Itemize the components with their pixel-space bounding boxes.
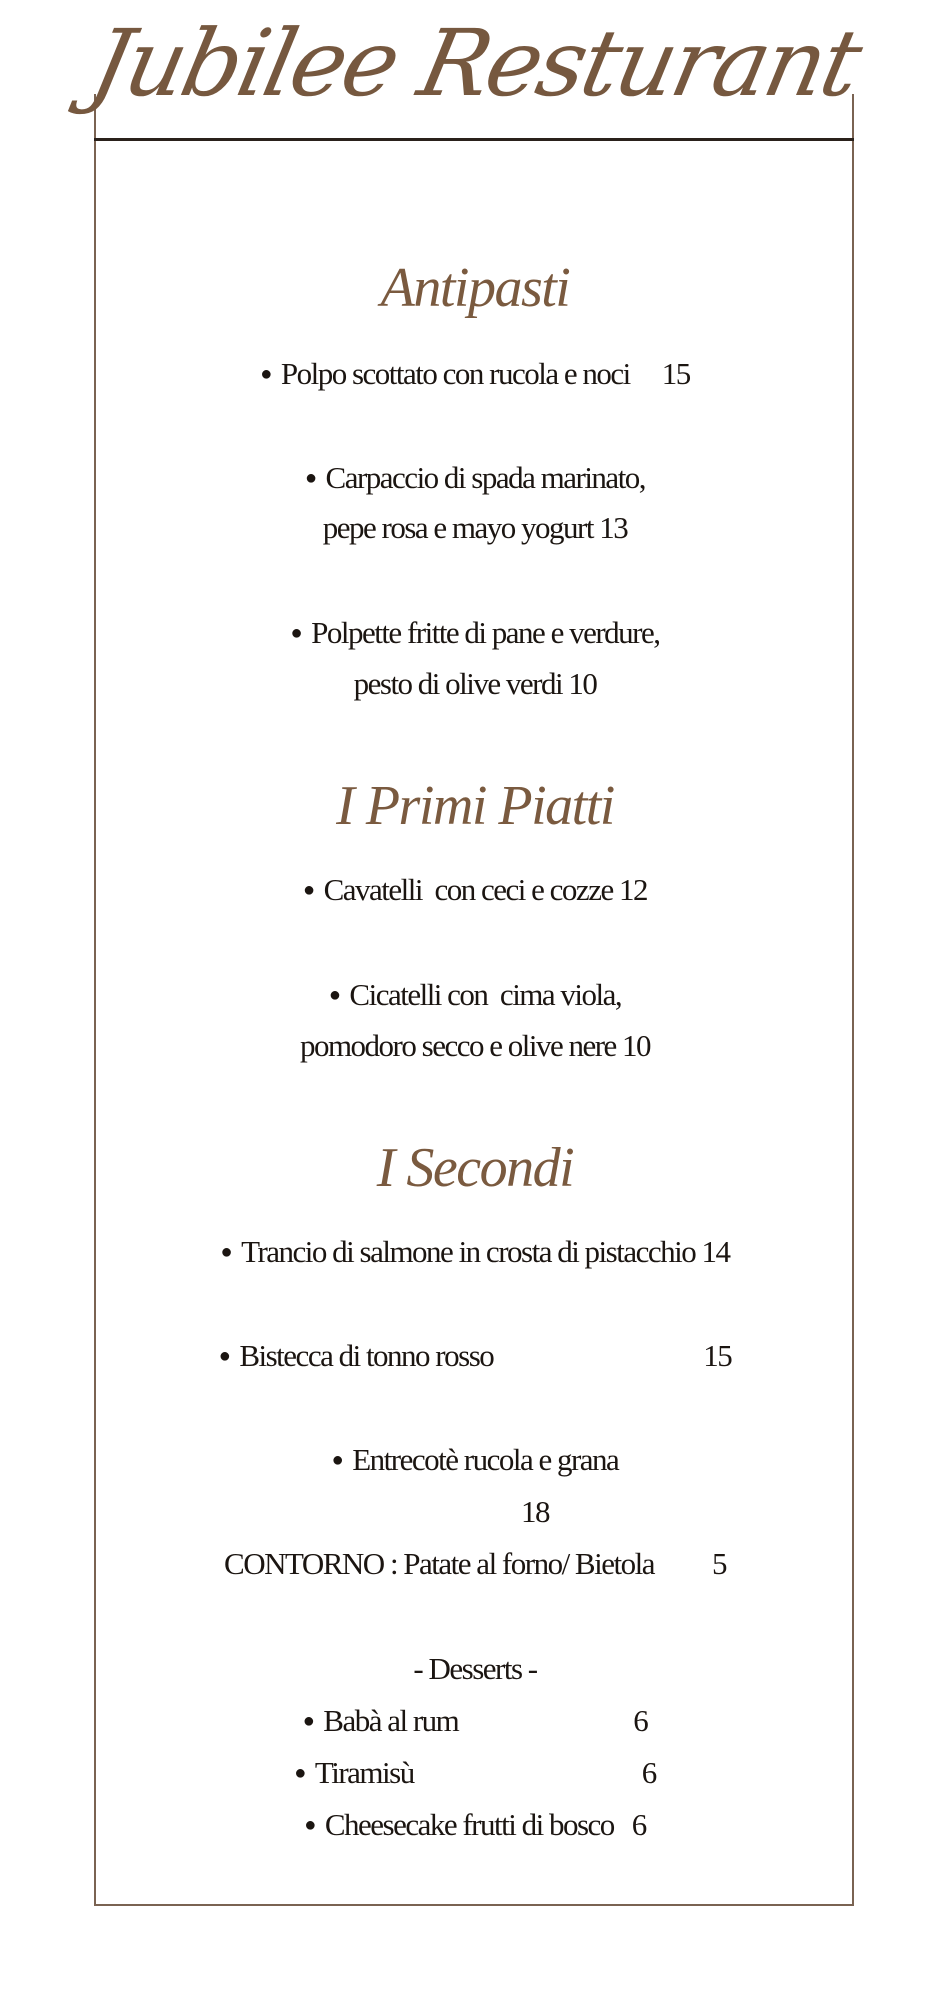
menu-item [0,1340,950,1371]
menu-item [0,1444,950,1475]
bullet-icon: ● [331,1449,343,1471]
bullet-icon: ● [218,1345,230,1367]
dessert-item [0,1705,950,1736]
menu-item [0,979,950,1010]
menu-item-price: 15 [661,356,690,391]
title-divider [94,138,854,141]
dessert-item [0,1809,950,1840]
bullet-icon: ● [328,984,340,1006]
contorno-line [0,1548,950,1579]
menu-item-continuation: pomodoro secco e olive nere 10 [299,1028,651,1063]
menu-item-name: Trancio di salmone in crosta di pistacchio 14 [241,1234,730,1269]
bullet-icon: ● [304,467,316,489]
contorno-price: 5 [711,1546,726,1581]
bullet-icon: ● [290,622,302,644]
section-heading-primi: I Primi Piatti [336,775,614,837]
menu-item [0,462,950,493]
menu-item-continuation: pesto di olive verdi 10 [353,666,597,701]
dessert-name: Babà al rum [323,1703,459,1738]
dessert-price: 6 [641,1755,656,1790]
contorno-label: CONTORNO : Patate al forno/ Bietola [224,1546,654,1581]
dessert-item [0,1757,950,1788]
bullet-icon: ● [303,879,314,901]
dessert-price: 6 [633,1703,648,1738]
menu-item-name: Cicatelli con cima viola, [349,977,622,1012]
menu-item-price: 18 [521,1494,549,1529]
menu-item-name: Carpaccio di spada marinato, [325,460,646,495]
bullet-icon: ● [294,1762,305,1784]
bullet-icon: ● [302,1710,314,1732]
menu-item-continuation: pepe rosa e mayo yogurt 13 [322,510,628,545]
section-heading-desserts: - Desserts - [413,1651,537,1686]
section-heading-antipasti: Antipasti [380,257,570,319]
dessert-name: Tiramisù [314,1755,414,1790]
menu-item-name: Polpette fritte di pane e verdure, [311,615,660,650]
section-heading-secondi: I Secondi [376,1137,574,1199]
dessert-name: Cheesecake frutti di bosco [324,1807,614,1842]
menu-item-price: 15 [703,1338,732,1373]
menu-item [0,358,950,389]
dessert-price: 6 [631,1807,646,1842]
menu-item-name: Polpo scottato con rucola e noci [280,356,630,391]
menu-item [0,1236,950,1267]
menu-item-name: Entrecotè rucola e grana [352,1442,619,1477]
bullet-icon: ● [260,363,271,385]
menu-item-name: Bistecca di tonno rosso [239,1338,494,1373]
bullet-icon: ● [304,1814,315,1836]
bullet-icon: ● [220,1241,232,1263]
menu-item-name: Cavatelli con ceci e cozze 12 [323,872,647,907]
menu-item [0,874,950,905]
restaurant-title: Jubilee Resturant [82,10,869,117]
menu-item [0,617,950,648]
